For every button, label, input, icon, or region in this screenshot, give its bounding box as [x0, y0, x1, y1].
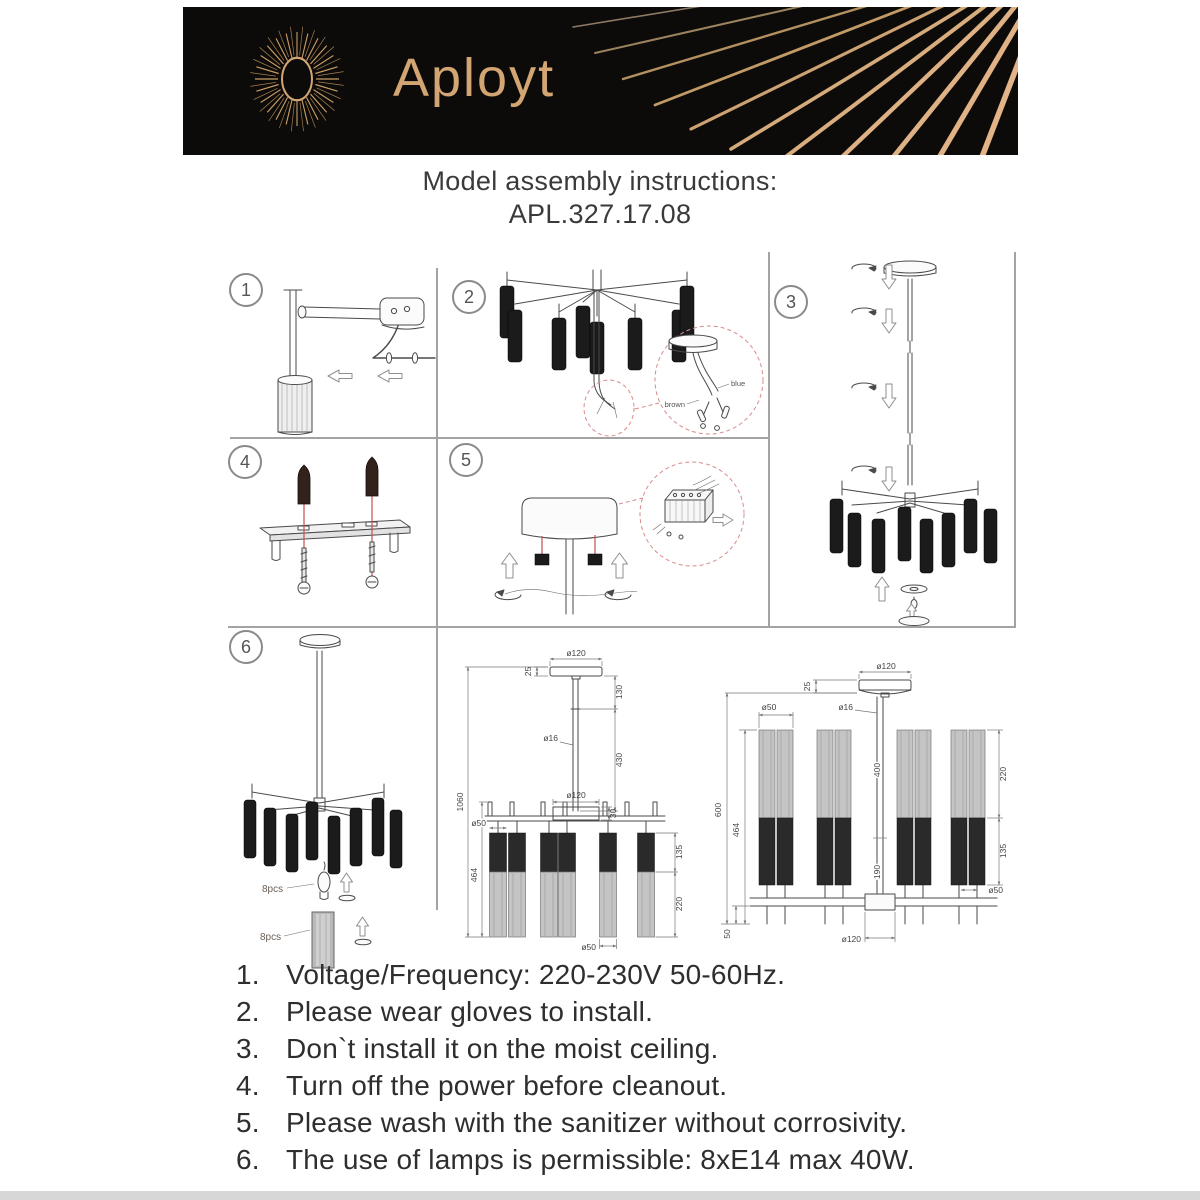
- rotate-arrow-icon: [852, 264, 876, 473]
- clamp-block: [535, 554, 549, 565]
- dim-total-height: 1060: [455, 792, 465, 812]
- dim-hub-height: 30: [608, 808, 618, 819]
- dim-top-segment: 130: [614, 684, 624, 700]
- step-badge-2: 2: [452, 280, 486, 314]
- wire-label-brown: brown: [664, 400, 685, 409]
- dim-hub-diameter: ø120: [841, 934, 861, 944]
- brand-banner: [183, 7, 1018, 155]
- model-number: APL.327.17.08: [508, 199, 692, 229]
- note-text: Please wear gloves to install.: [286, 996, 654, 1027]
- note-text: Voltage/Frequency: 220-230V 50-60Hz.: [286, 959, 786, 990]
- brand-name: Aployt: [393, 48, 556, 108]
- anchor-icon: [298, 457, 378, 504]
- shade-qty-label: 8pcs: [260, 932, 282, 943]
- washer-icon: [901, 585, 927, 593]
- dim-shade-diameter-bottom: ø50: [581, 942, 596, 952]
- rotate-arrow-icon: [495, 590, 631, 600]
- dim-rod-diameter: ø16: [838, 702, 853, 712]
- wire-zoom-source-circle: [584, 380, 634, 436]
- note-number: 5.: [236, 1107, 260, 1138]
- safety-notes-list: [236, 956, 1016, 1178]
- note-item: [236, 956, 1016, 993]
- clamp-block: [588, 554, 602, 565]
- note-number: 3.: [236, 1033, 260, 1064]
- dim-shade-light: 220: [674, 896, 684, 912]
- note-item: [236, 993, 1016, 1030]
- note-item: [236, 1067, 1016, 1104]
- step2-diagram: [447, 262, 772, 437]
- note-number: 1.: [236, 959, 260, 990]
- step4-diagram: [232, 442, 437, 622]
- up-arrow-icon: [875, 577, 889, 601]
- dimension-drawing-section: [705, 660, 1015, 960]
- up-arrow-icon: [502, 553, 628, 578]
- zoom-leader-line: [635, 403, 659, 409]
- note-text: Don`t install it on the moist ceiling.: [286, 1033, 719, 1064]
- note-text: The use of lamps is permissible: 8xE14 max 40W.: [286, 1144, 915, 1175]
- bulb-qty-label: 8pcs: [262, 884, 284, 895]
- note-text: Please wash with the sanitizer without corrosivity.: [286, 1107, 908, 1138]
- dim-hub-diameter: ø120: [566, 790, 586, 800]
- dim-rod-segment: 430: [614, 752, 624, 768]
- up-arrow-icon: [339, 873, 355, 901]
- step-badge-6: 6: [229, 630, 263, 664]
- dim-shade-light: 220: [998, 766, 1008, 782]
- finial-icon: [899, 597, 929, 626]
- dimension-drawing-front: [450, 645, 700, 955]
- dim-arm-height: 50: [722, 929, 732, 939]
- terminal-detail-circle: [640, 462, 744, 566]
- dim-shade-diameter: ø50: [761, 702, 777, 712]
- note-item: [236, 1141, 1016, 1178]
- black-shades: [830, 499, 997, 573]
- step1-diagram: [232, 272, 437, 437]
- note-item: [236, 1104, 1016, 1141]
- starburst-logo-icon: [250, 27, 343, 132]
- note-item: [236, 1030, 1016, 1067]
- divider-horizontal-bottom: [228, 626, 1016, 628]
- banner-art: [183, 7, 1018, 155]
- up-arrow-icon: [355, 917, 371, 945]
- dim-shade-dark: 135: [998, 843, 1008, 859]
- dim-shade-diameter-right: ø50: [988, 885, 1003, 895]
- dim-rod-diameter: ø16: [543, 733, 558, 743]
- dim-shade-diameter: ø50: [471, 818, 486, 828]
- insert-arrow-icon: [713, 514, 733, 526]
- note-number: 6.: [236, 1144, 260, 1175]
- dim-canopy-height: 25: [802, 681, 812, 692]
- step-badge-1: 1: [229, 273, 263, 307]
- step6-diagram: [232, 630, 437, 952]
- dim-hub-segment: 190: [872, 864, 882, 880]
- shade-profiles: [759, 730, 985, 885]
- screw-icon: [298, 542, 378, 594]
- lamp-shade: [278, 376, 312, 435]
- dim-shade-dark: 135: [674, 844, 684, 860]
- scan-edge: [0, 1191, 1200, 1200]
- corner-rays-decoration: [573, 7, 1018, 155]
- dim-canopy-diameter: ø120: [876, 661, 896, 671]
- wiring-detail-circle: [655, 326, 763, 434]
- note-number: 2.: [236, 996, 260, 1027]
- note-number: 4.: [236, 1070, 260, 1101]
- dim-total-height: 600: [713, 802, 723, 818]
- page-title: Model assembly instructions:: [422, 166, 778, 196]
- note-text: Turn off the power before cleanout.: [286, 1070, 728, 1101]
- dim-body-height: 464: [469, 867, 479, 883]
- step5-diagram: [447, 442, 772, 622]
- wire-label-blue: blue: [731, 379, 746, 388]
- dim-rod-length: 400: [872, 762, 882, 778]
- dim-canopy-diameter: ø120: [566, 648, 586, 658]
- divider-horizontal-mid: [230, 437, 769, 439]
- dim-body-height: 464: [731, 822, 741, 838]
- slide-left-arrow-icon: [328, 370, 402, 382]
- shade-profiles: [490, 833, 655, 937]
- down-arrow-icon: [882, 265, 896, 491]
- step-badge-3: 3: [774, 285, 808, 319]
- step3-diagram: [772, 253, 1017, 625]
- dim-canopy-height: 25: [523, 666, 533, 677]
- step-badge-4: 4: [228, 445, 262, 479]
- zoom-leader-line: [619, 498, 643, 504]
- step-badge-5: 5: [449, 443, 483, 477]
